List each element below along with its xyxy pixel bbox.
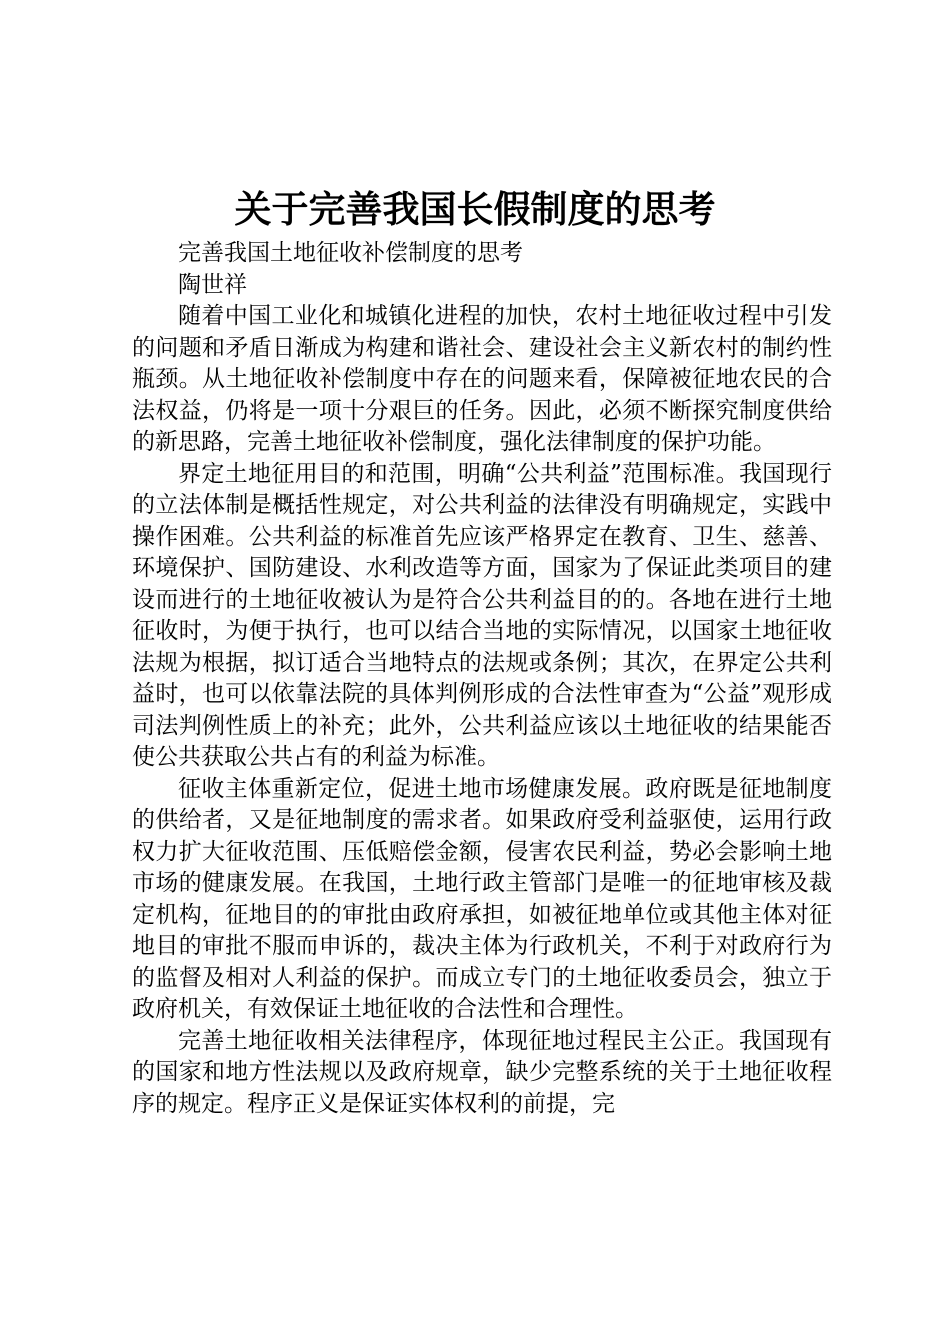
paragraph-2: 界定土地征用目的和范围，明确“公共利益”范围标准。我国现行的立法体制是概括性规定，对公共利益的法律没有明确规定，实践中操作困难。公共利益的标准首先应该严格界定在教育、卫生、慈善、环境保护、国防建设、水利改造等方面，国家为了保证此类项目的建设而进行的土地征收被认为是符合公共利益目的的。各地在进行土地征收时，为便于执行，也可以结合当地的实际情况，以国家土地征收法规为根据，拟订适合当地特点的法规或条例；其次，在界定公共利益时，也可以依靠法院的具体判例形成的合法性审查为“公益”观形成司法判例性质上的补充；此外，公共利益应该以土地征收的结果能否使公共获取公共占有的利益为标准。	[132, 460, 832, 770]
paragraph-1: 随着中国工业化和城镇化进程的加快，农村土地征收过程中引发的问题和矛盾日渐成为构建和谐社会、建设社会主义新农村的制约性瓶颈。从土地征收补偿制度中存在的问题来看，保障被征地农民的合法权益，仍将是一项十分艰巨的任务。因此，必须不断探究制度供给的新思路，完善土地征收补偿制度，强化法律制度的保护功能。	[132, 303, 832, 455]
document-subtitle: 完善我国土地征收补偿制度的思考	[178, 240, 523, 266]
document-title: 关于完善我国长假制度的思考	[234, 187, 716, 231]
paragraph-4: 完善土地征收相关法律程序，体现征地过程民主公正。我国现有的国家和地方性法规以及政府规章，缺少完整系统的关于土地征收程序的规定。程序正义是保证实体权利的前提，完	[132, 1027, 832, 1117]
document-body	[132, 238, 832, 1120]
paragraph-3: 征收主体重新定位，促进土地市场健康发展。政府既是征地制度的供给者，又是征地制度的需求者。如果政府受利益驱使，运用行政权力扩大征收范围、压低赔偿金额，侵害农民利益，势必会影响土地市场的健康发展。在我国，土地行政主管部门是唯一的征地审核及裁定机构，征地目的的审批由政府承担，如被征地单位或其他主体对征地目的审批不服而申诉的，裁决主体为行政机关，不利于对政府行为的监督及相对人利益的保护。而成立专门的土地征收委员会，独立于政府机关，有效保证土地征收的合法性和合理性。	[132, 775, 832, 1022]
document-author: 陶世祥	[178, 271, 247, 298]
